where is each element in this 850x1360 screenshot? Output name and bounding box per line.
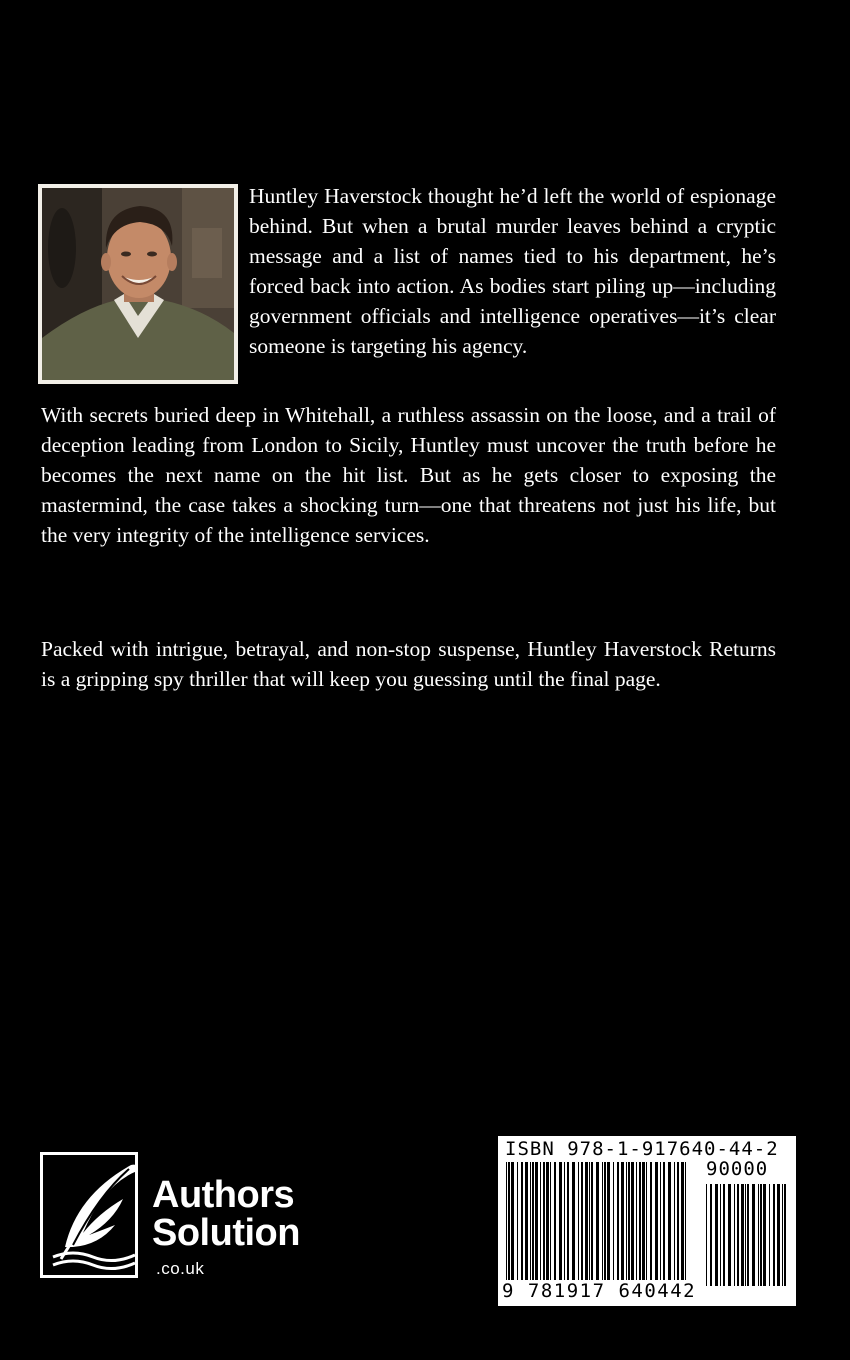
- main-bar-27: [613, 1162, 614, 1286]
- main-bar-40: [663, 1162, 665, 1286]
- main-bar-41: [668, 1162, 671, 1286]
- main-bar-15: [564, 1162, 565, 1286]
- author-photo: [38, 184, 238, 384]
- main-bar-6: [530, 1162, 531, 1286]
- addon-bar-17: [777, 1184, 780, 1286]
- addon-bar-3: [720, 1184, 721, 1286]
- addon-bar-8: [741, 1184, 744, 1286]
- main-bar-33: [636, 1162, 637, 1286]
- blurb-paragraph-1: Huntley Haverstock thought he’d left the world of espionage behind. But when a brutal murder leaves behind a cryptic message and a list of names tied to his department, he’s forced back into action. As bodies start piling up—including government officials and intelligence operatives—it’s clear someone is targeting his agency.: [249, 184, 776, 358]
- main-bar-1: [508, 1162, 510, 1286]
- main-bar-39: [660, 1162, 661, 1286]
- main-bar-42: [674, 1162, 675, 1286]
- main-bar-44: [681, 1162, 684, 1286]
- isbn-barcode: [498, 1136, 796, 1306]
- main-bar-3: [517, 1162, 518, 1286]
- author-portrait-illustration: [42, 188, 234, 380]
- publisher-name-line-1: Authors: [152, 1174, 295, 1216]
- main-bar-38: [655, 1162, 658, 1286]
- addon-bar-13: [760, 1184, 762, 1286]
- main-bar-16: [567, 1162, 569, 1286]
- addon-bar-16: [773, 1184, 775, 1286]
- main-bar-32: [631, 1162, 634, 1286]
- main-bar-7: [532, 1162, 534, 1286]
- main-bar-26: [607, 1162, 610, 1286]
- publisher-domain: .co.uk: [156, 1259, 205, 1278]
- main-bar-31: [628, 1162, 630, 1286]
- ean-digits: 9 781917 640442: [502, 1280, 697, 1302]
- addon-bar-9: [745, 1184, 746, 1286]
- main-bar-18: [578, 1162, 579, 1286]
- blurb-paragraph-3: Packed with intrigue, betrayal, and non-stop suspense, Huntley Haverstock Returns is a gripping spy thriller that will keep you guessing until the final page.: [41, 637, 776, 691]
- addon-bar-1: [710, 1184, 712, 1286]
- quill-icon: [43, 1155, 141, 1281]
- main-bar-45: [685, 1162, 686, 1286]
- main-bar-8: [535, 1162, 538, 1286]
- price-code: 90000: [706, 1158, 769, 1180]
- addon-bar-10: [747, 1184, 749, 1286]
- quill-emblem: [40, 1152, 138, 1278]
- addon-bar-12: [758, 1184, 759, 1286]
- addon-bar-2: [715, 1184, 718, 1286]
- main-bar-35: [642, 1162, 645, 1286]
- main-bar-21: [589, 1162, 590, 1286]
- addon-bar-7: [737, 1184, 739, 1286]
- addon-bar-15: [769, 1184, 770, 1286]
- main-bar-30: [626, 1162, 627, 1286]
- main-bar-9: [540, 1162, 541, 1286]
- main-bar-10: [543, 1162, 545, 1286]
- main-bar-4: [521, 1162, 523, 1286]
- main-bar-11: [546, 1162, 549, 1286]
- publisher-name: [152, 1176, 300, 1252]
- publisher-logo: [40, 1152, 325, 1280]
- addon-bar-11: [752, 1184, 755, 1286]
- addon-bar-6: [734, 1184, 735, 1286]
- main-bar-2: [511, 1162, 514, 1286]
- main-bar-19: [581, 1162, 583, 1286]
- blurb-paragraph-2: With secrets buried deep in Whitehall, a ruthless assassin on the loose, and a trail of deception leading from London to Sicily, Huntley must uncover the truth before he becomes the next name on the hit list. But as he gets closer to exposing the mastermind, the case takes a shocking turn—one that threatens not just his life, but the very integrity of the intelligence services.: [41, 403, 776, 547]
- main-bar-14: [559, 1162, 562, 1286]
- addon-bar-5: [728, 1184, 731, 1286]
- addon-bar-14: [763, 1184, 766, 1286]
- main-bar-23: [596, 1162, 599, 1286]
- main-bar-5: [525, 1162, 528, 1286]
- main-bar-0: [506, 1162, 507, 1286]
- main-bar-29: [621, 1162, 624, 1286]
- main-bar-37: [650, 1162, 652, 1286]
- main-bar-22: [591, 1162, 593, 1286]
- addon-bar-18: [782, 1184, 783, 1286]
- main-bar-17: [572, 1162, 575, 1286]
- main-bar-28: [617, 1162, 619, 1286]
- main-bar-43: [677, 1162, 679, 1286]
- main-bar-20: [585, 1162, 588, 1286]
- isbn-number: ISBN 978-1-917640-44-2: [505, 1138, 779, 1160]
- main-bar-12: [550, 1162, 551, 1286]
- addon-bar-19: [784, 1184, 786, 1286]
- addon-bar-4: [723, 1184, 725, 1286]
- main-bar-34: [639, 1162, 641, 1286]
- main-bar-13: [554, 1162, 556, 1286]
- publisher-name-line-2: Solution: [152, 1212, 300, 1254]
- main-bar-36: [646, 1162, 647, 1286]
- main-bar-25: [604, 1162, 606, 1286]
- addon-bar-0: [706, 1184, 707, 1286]
- main-bar-24: [602, 1162, 603, 1286]
